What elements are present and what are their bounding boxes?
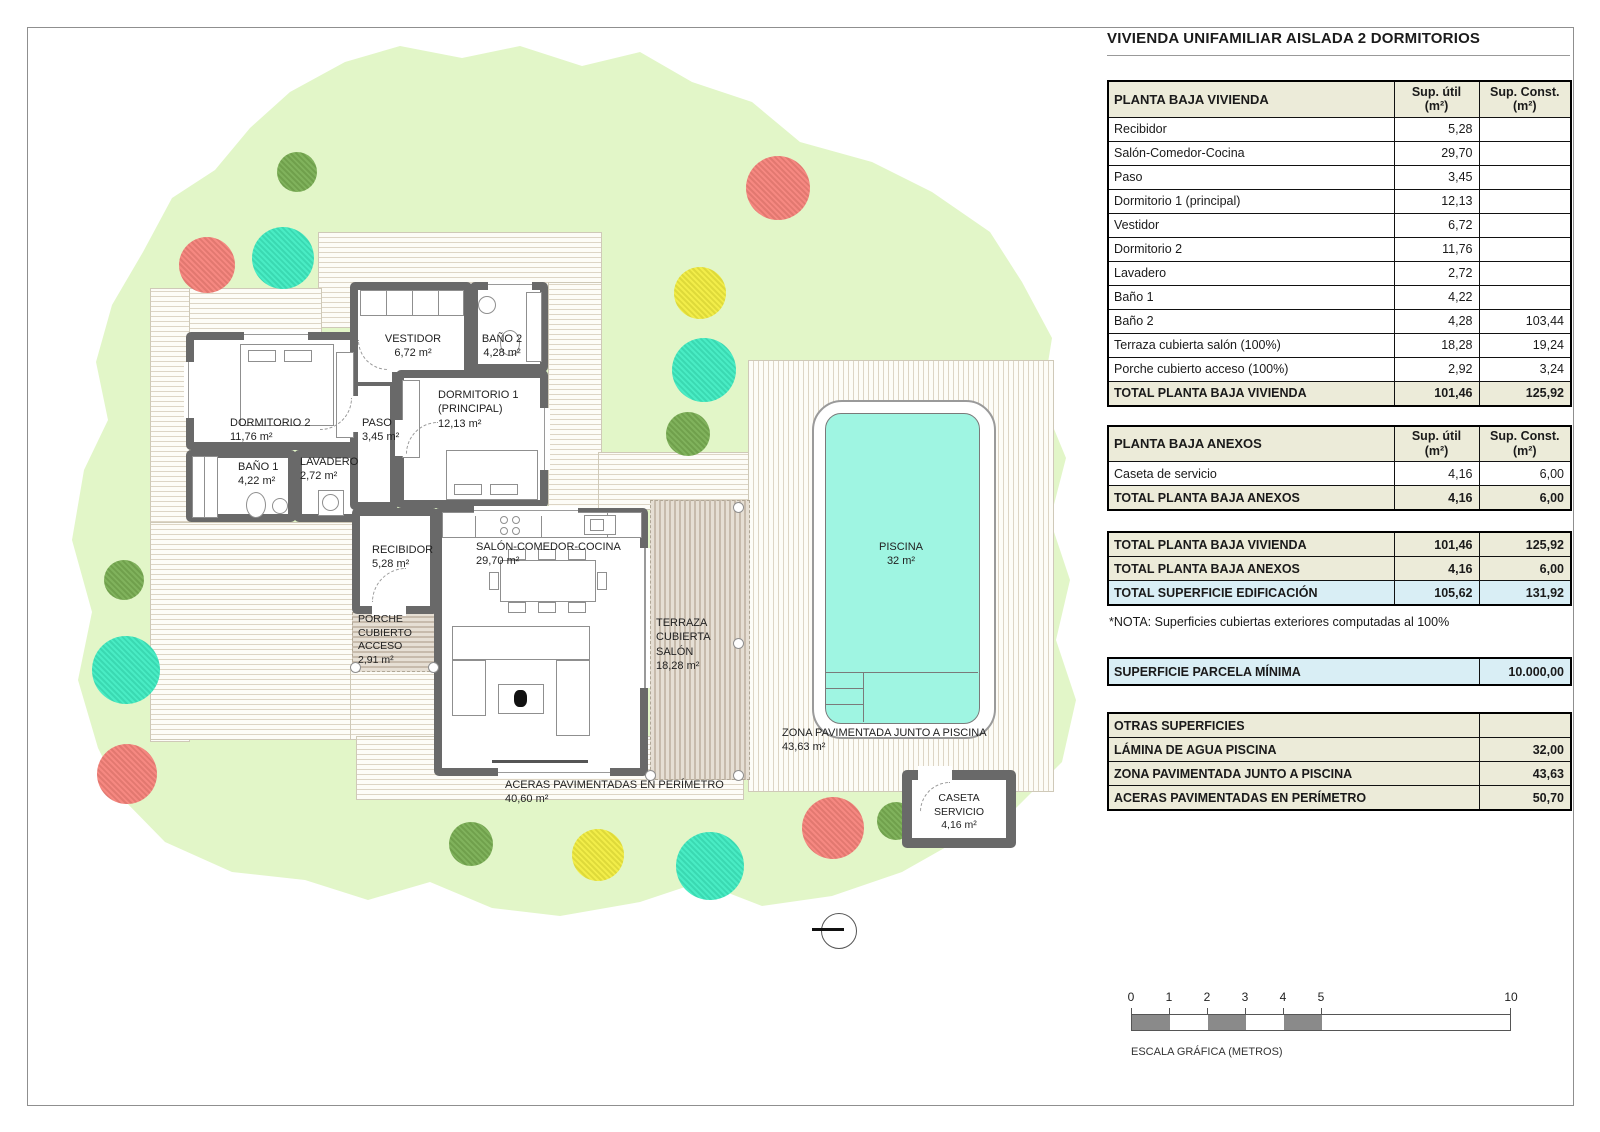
label-dormitorio-1: DORMITORIO 1 (PRINCIPAL) 12,13 m² xyxy=(438,389,519,430)
pool-steps-edge xyxy=(863,672,864,722)
sofa xyxy=(556,660,590,736)
deck-below-porch xyxy=(350,670,442,740)
hob-burner xyxy=(500,516,508,524)
window xyxy=(498,768,610,778)
table-header: PLANTA BAJA VIVIENDA xyxy=(1108,81,1394,117)
chair xyxy=(489,572,499,590)
chair xyxy=(538,602,556,613)
kitchen-sink-bowl xyxy=(590,519,604,531)
scale-number: 5 xyxy=(1317,990,1325,1004)
label-bano-2: BAÑO 2 4,28 m² xyxy=(481,333,523,360)
reference-symbol xyxy=(821,913,857,949)
table-total-row: TOTAL PLANTA BAJA VIVIENDA 101,46 125,92 xyxy=(1108,532,1571,557)
terrace-post xyxy=(733,770,744,781)
wardrobe xyxy=(336,352,354,438)
window xyxy=(474,506,578,516)
col-sup-util: Sup. útil (m²) xyxy=(1394,81,1479,117)
table-total-row: TOTAL PLANTA BAJA ANEXOS 4,16 6,00 xyxy=(1108,486,1571,511)
reference-symbol-line xyxy=(812,928,844,931)
tree xyxy=(252,227,314,289)
tv-unit xyxy=(492,760,588,763)
label-bano-1: BAÑO 1 4,22 m² xyxy=(238,461,279,488)
table-otras-superficies xyxy=(1107,712,1572,811)
label-paso: PASO 3,45 m² xyxy=(362,417,400,444)
tree xyxy=(277,152,317,192)
table-row: Dormitorio 1 (principal) 12,13 xyxy=(1108,189,1571,213)
label-piscina: PISCINA 32 m² xyxy=(878,541,923,568)
label-caseta: CASETA SERVICIO 4,16 m² xyxy=(934,792,984,832)
hob-burner xyxy=(512,527,520,535)
toilet-bano-1 xyxy=(246,492,266,518)
window xyxy=(184,362,194,418)
window-glass xyxy=(474,510,578,511)
deck-right xyxy=(548,282,602,510)
area-summary-panel xyxy=(1107,30,1570,811)
table-header-row xyxy=(1108,426,1571,462)
tree xyxy=(572,829,624,881)
drawing-title: VIVIENDA UNIFAMILIAR AISLADA 2 DORMITORIOS xyxy=(1107,30,1570,56)
window xyxy=(488,280,532,290)
window-glass xyxy=(544,408,545,470)
chair xyxy=(597,572,607,590)
closet-divider xyxy=(412,290,413,316)
table-row: Recibidor 5,28 xyxy=(1108,117,1571,141)
table-header: PLANTA BAJA ANEXOS xyxy=(1108,426,1394,462)
label-terraza: TERRAZA CUBIERTA SALÓN 18,28 m² xyxy=(656,617,711,672)
label-dormitorio-2: DORMITORIO 2 11,76 m² xyxy=(230,417,311,444)
tree xyxy=(666,412,710,456)
table-row: Baño 2 4,28 103,44 xyxy=(1108,309,1571,333)
scale-bar xyxy=(1131,1014,1511,1031)
table-row: Paso 3,45 xyxy=(1108,165,1571,189)
table-row: Porche cubierto acceso (100%) 2,92 3,24 xyxy=(1108,357,1571,381)
table-row: Lavadero 2,72 xyxy=(1108,261,1571,285)
window xyxy=(244,330,308,340)
tree xyxy=(672,338,736,402)
tree xyxy=(449,822,493,866)
window xyxy=(540,408,550,470)
pool-line xyxy=(825,672,978,673)
table-row: Caseta de servicio 4,16 6,00 xyxy=(1108,462,1571,486)
table-row: ZONA PAVIMENTADA JUNTO A PISCINA 43,63 xyxy=(1108,762,1571,786)
table-row: Baño 1 4,22 xyxy=(1108,285,1571,309)
scale-number: 1 xyxy=(1165,990,1173,1004)
tree xyxy=(746,156,810,220)
table-header-row xyxy=(1108,81,1571,117)
pool-step xyxy=(825,704,863,705)
door-opening xyxy=(358,370,392,382)
table-planta-baja-anexos xyxy=(1107,425,1572,512)
scale-number: 10 xyxy=(1504,990,1518,1004)
col-sup-const: Sup. Const. (m²) xyxy=(1479,81,1571,117)
table-parcela-minima xyxy=(1107,657,1572,686)
tree xyxy=(802,797,864,859)
sink-bano-2 xyxy=(478,296,496,314)
window-glass xyxy=(188,362,189,418)
porch-post xyxy=(428,662,439,673)
closet-divider xyxy=(386,290,387,316)
table-row: Terraza cubierta salón (100%) 18,28 19,24 xyxy=(1108,333,1571,357)
window-glass xyxy=(488,284,532,285)
deck-lower-left xyxy=(150,522,354,740)
terrace-post xyxy=(733,638,744,649)
table-row: LÁMINA DE AGUA PISCINA 32,00 xyxy=(1108,738,1571,762)
scale-number: 2 xyxy=(1203,990,1211,1004)
hob-burner xyxy=(512,516,520,524)
hob-burner xyxy=(500,527,508,535)
sink-bano-1 xyxy=(272,498,288,514)
table-row: SUPERFICIE PARCELA MÍNIMA 10.000,00 xyxy=(1108,658,1571,685)
scale-caption: ESCALA GRÁFICA (METROS) xyxy=(1131,1046,1283,1058)
chair xyxy=(568,602,586,613)
table-row: Dormitorio 2 11,76 xyxy=(1108,237,1571,261)
tree xyxy=(674,267,726,319)
tree xyxy=(92,636,160,704)
window-glass xyxy=(244,334,308,335)
pillow xyxy=(490,484,518,495)
tree xyxy=(97,744,157,804)
table-header-row: OTRAS SUPERFICIES xyxy=(1108,713,1571,738)
label-lavadero: LAVADERO 2,72 m² xyxy=(300,456,359,483)
chair xyxy=(508,602,526,613)
sofa xyxy=(452,626,590,660)
label-recibidor: RECIBIDOR 5,28 m² xyxy=(372,544,434,571)
label-porche: PORCHE CUBIERTO ACCESO 2,91 m² xyxy=(358,613,412,666)
sofa-chaise xyxy=(452,660,486,716)
washer-drum xyxy=(322,494,339,511)
label-zona-pavimentada: ZONA PAVIMENTADA JUNTO A PISCINA 43,63 m² xyxy=(782,727,987,754)
col-sup-const: Sup. Const. (m²) xyxy=(1479,426,1571,462)
table-planta-baja-vivienda xyxy=(1107,80,1572,407)
table-grand-total-row: TOTAL SUPERFICIE EDIFICACIÓN 105,62 131,92 xyxy=(1108,581,1571,606)
table-row: Vestidor 6,72 xyxy=(1108,213,1571,237)
table-row: ACERAS PAVIMENTADAS EN PERÍMETRO 50,70 xyxy=(1108,786,1571,811)
pillow xyxy=(248,350,276,362)
table-total-row: TOTAL PLANTA BAJA ANEXOS 4,16 6,00 xyxy=(1108,557,1571,581)
pillow xyxy=(454,484,482,495)
note-text: *NOTA: Superficies cubiertas exteriores computadas al 100% xyxy=(1109,615,1450,629)
tree xyxy=(676,832,744,900)
shower-bano-1 xyxy=(192,456,218,518)
decor-object xyxy=(514,690,527,707)
pool-step xyxy=(825,688,863,689)
scale-number: 3 xyxy=(1241,990,1249,1004)
table-totals xyxy=(1107,531,1572,606)
terrace-glazing xyxy=(644,548,646,688)
table-row: Salón-Comedor-Cocina 29,70 xyxy=(1108,141,1571,165)
table-total-row: TOTAL PLANTA BAJA VIVIENDA 101,46 125,92 xyxy=(1108,381,1571,406)
scale-number: 4 xyxy=(1279,990,1287,1004)
label-salon: SALÓN-COMEDOR-COCINA 29,70 m² xyxy=(476,541,621,568)
col-sup-util: Sup. útil (m²) xyxy=(1394,426,1479,462)
label-vestidor: VESTIDOR 6,72 m² xyxy=(384,333,442,360)
tree xyxy=(104,560,144,600)
shower-line xyxy=(204,456,205,518)
tree xyxy=(179,237,235,293)
terrace-post xyxy=(733,502,744,513)
label-aceras: ACERAS PAVIMENTADAS EN PERÍMETRO 40,60 m² xyxy=(505,779,724,806)
window-glass xyxy=(498,772,610,773)
pillow xyxy=(284,350,312,362)
closet-divider xyxy=(438,290,439,316)
caseta-door-opening xyxy=(918,766,952,780)
scale-number: 0 xyxy=(1127,990,1135,1004)
